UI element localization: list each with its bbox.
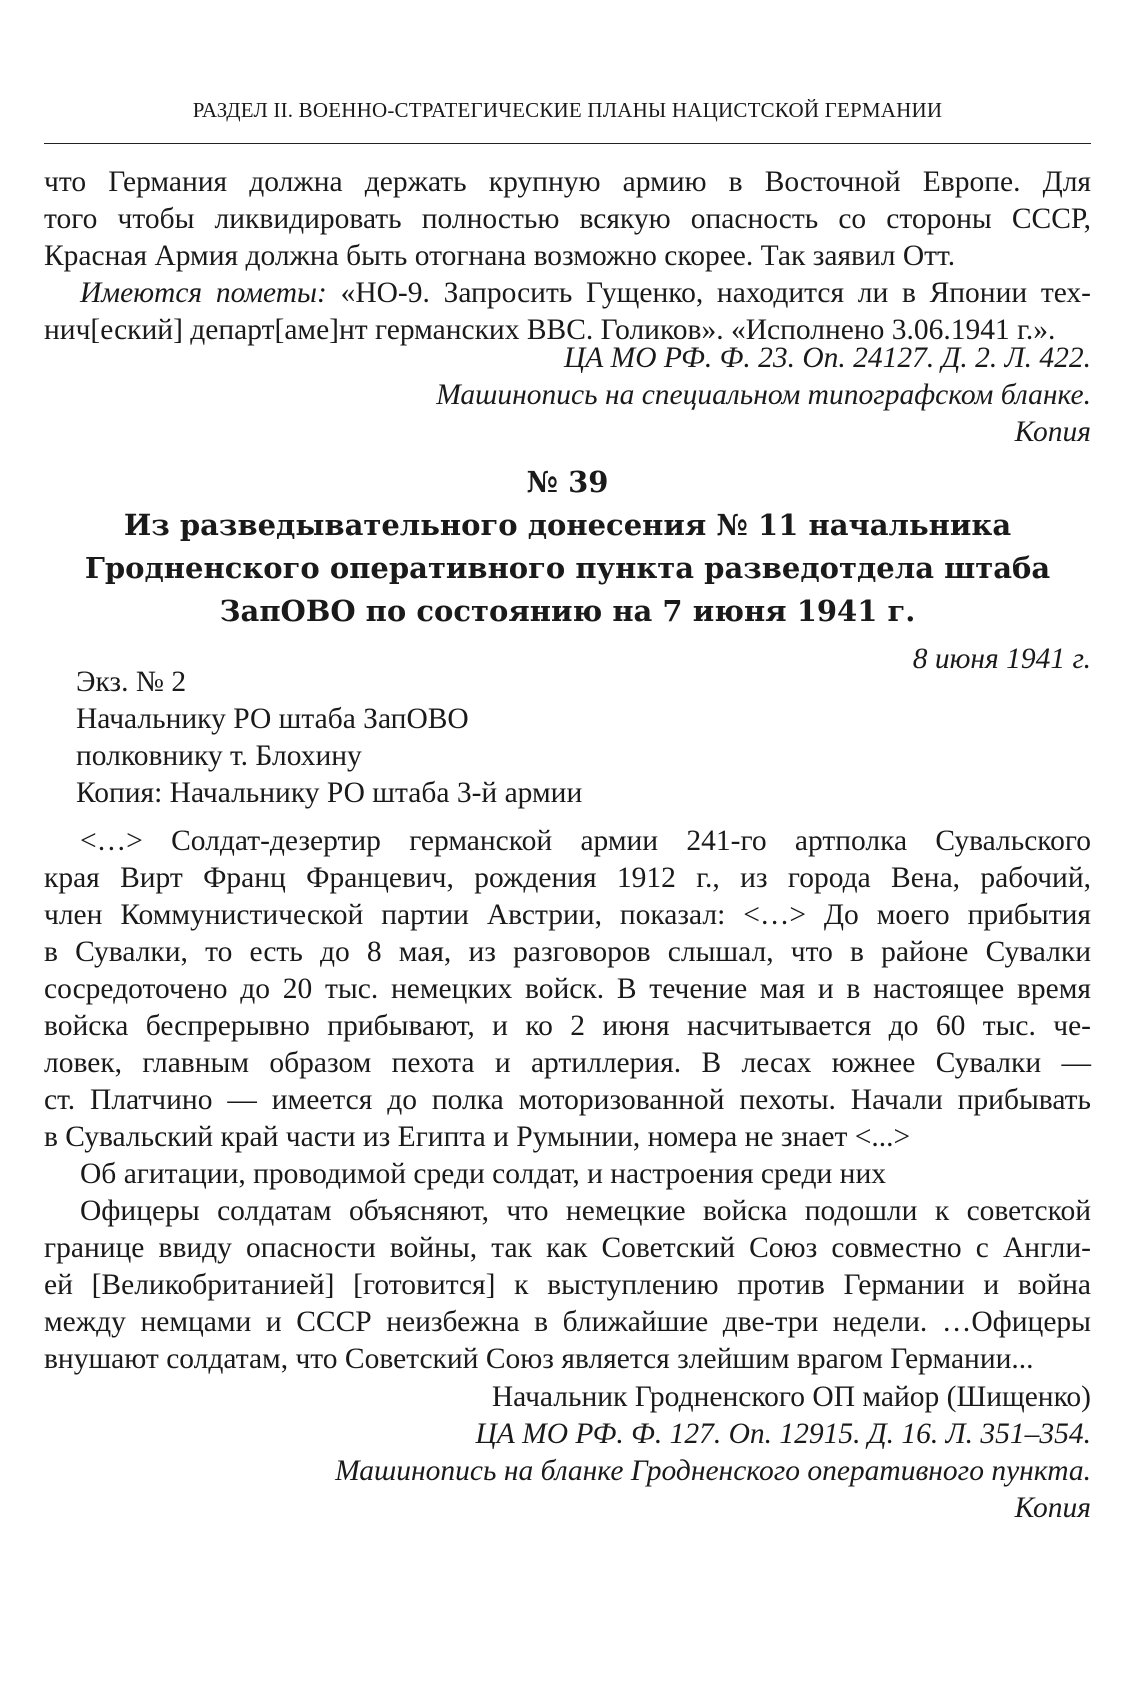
text-line: того чтобы ликвидировать полностью всякую опасность со стороны СССР,: [44, 203, 1091, 235]
title-line: ЗапОВО по состоянию на 7 июня 1941 г.: [219, 594, 916, 628]
text-line: сосредоточено до 20 тыс. немецких войск. В течение мая и в настоящее время: [44, 973, 1091, 1005]
section-subheading: Об агитации, проводимой среди солдат, и настроения среди них: [80, 1158, 886, 1190]
document-number: № 39: [526, 465, 609, 499]
archive-source: ЦА МО РФ. Ф. 127. Оп. 12915. Д. 16. Л. 351–354.: [475, 1418, 1091, 1450]
archive-copy: Копия: [1014, 1492, 1091, 1524]
header-divider: [44, 143, 1091, 144]
text-line: член Коммунистической партии Австрии, показал: <…> До моего прибытия: [44, 899, 1091, 931]
running-head: РАЗДЕЛ II. ВОЕННО-СТРАТЕГИЧЕСКИЕ ПЛАНЫ НАЦИСТСКОЙ ГЕРМАНИИ: [192, 98, 943, 122]
text-line: внушают солдатам, что Советский Союз является злейшим врагом Германии...: [44, 1343, 1034, 1375]
notes-line: [44, 275, 1091, 312]
text-line: ст. Платчино — имеется до полка моторизованной пехоты. Начали прибывать: [44, 1084, 1091, 1116]
archive-format: Машинопись на бланке Гродненского оперативного пункта.: [335, 1455, 1091, 1487]
title-line: Из разведывательного донесения № 11 начальника: [123, 508, 1012, 542]
text-line: Офицеры солдатам объясняют, что немецкие войска подошли к советской: [80, 1195, 1091, 1227]
text-line: в Сувальский край части из Египта и Румынии, номера не знает <...>: [44, 1121, 911, 1153]
text-line: ей [Великобританией] [готовится] к выступлению против Германии и война: [44, 1269, 1091, 1301]
addressee-line: Копия: Начальнику РО штаба 3-й армии: [76, 777, 583, 809]
addressee-line: Начальнику РО штаба ЗапОВО: [76, 703, 469, 735]
archive-copy: Копия: [1014, 416, 1091, 448]
prev-doc-archive: [44, 340, 1091, 451]
signature: Начальник Гродненского ОП майор (Шищенко): [491, 1381, 1091, 1413]
prev-doc-paragraph: [44, 164, 1091, 349]
addressee-block: [76, 664, 1076, 812]
notes-text: «НО-9. Запросить Гущенко, находится ли в Японии тех-: [340, 277, 1092, 309]
notes-label: Имеются пометы:: [80, 277, 327, 309]
text-line: в Сувалки, то есть до 8 мая, из разговоров слышал, что в районе Сувалки: [44, 936, 1091, 968]
document-title: [44, 504, 1091, 633]
text-line: между немцами и СССР неизбежна в ближайшие две-три недели. …Офицеры: [44, 1306, 1091, 1338]
text-line: что Германия должна держать крупную армию в Восточной Европе. Для: [44, 166, 1091, 198]
text-line: Красная Армия должна быть отогнана возможно скорее. Так заявил Отт.: [44, 240, 956, 272]
text-line: <…> Солдат-дезертир германской армии 241-го артполка Сувальского: [80, 825, 1091, 857]
document-archive: [44, 1416, 1091, 1527]
copy-number: Экз. № 2: [76, 666, 187, 698]
addressee-line: полковнику т. Блохину: [76, 740, 362, 772]
date-text: 8 июня 1941 г.: [912, 643, 1091, 675]
title-line: Гродненского оперативного пункта разведотдела штаба: [84, 551, 1051, 585]
text-line: границе ввиду опасности войны, так как Советский Союз совместно с Англи-: [44, 1232, 1091, 1264]
text-line: войска беспрерывно прибывают, и ко 2 июня насчитывается до 60 тыс. че-: [44, 1010, 1091, 1042]
signature-block: [44, 1379, 1091, 1416]
text-line: ловек, главным образом пехота и артиллерия. В лесах южнее Сувалки —: [44, 1047, 1091, 1079]
text-line: края Вирт Франц Францевич, рождения 1912 г., из города Вена, рабочий,: [44, 862, 1091, 894]
report-body: [44, 823, 1091, 1378]
text-line: нич[еский] департ[аме]нт германских ВВС. Голиков». «Исполнено 3.06.1941 г.».: [44, 314, 1056, 346]
archive-format: Машинопись на специальном типографском бланке.: [436, 379, 1091, 411]
archive-source: ЦА МО РФ. Ф. 23. Оп. 24127. Д. 2. Л. 422.: [563, 342, 1091, 374]
